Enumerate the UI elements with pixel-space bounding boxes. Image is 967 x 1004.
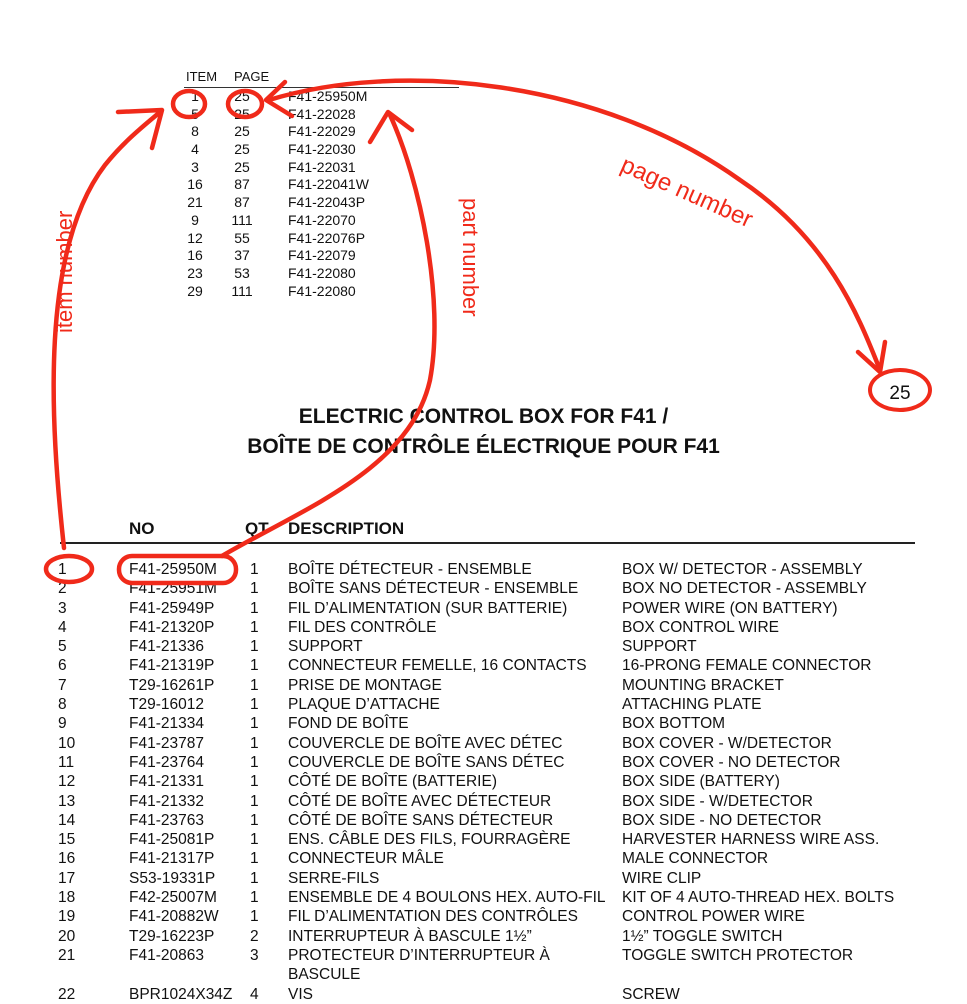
parts-description-en: MOUNTING BRACKET — [622, 676, 784, 694]
parts-header-qt: QT — [245, 519, 269, 538]
parts-description-fr: BOÎTE SANS DÉTECTEUR - ENSEMBLE — [288, 580, 579, 598]
parts-item-number: 11 — [58, 753, 75, 771]
annotation-page-number: page number — [616, 151, 757, 234]
index-row — [184, 212, 459, 230]
parts-quantity: 1 — [250, 889, 259, 907]
index-part-number: F41-22070 — [288, 211, 356, 228]
parts-item-number: 19 — [58, 908, 76, 926]
parts-table-header — [60, 518, 915, 544]
parts-item-number: 6 — [58, 657, 67, 675]
parts-description-fr: FIL DES CONTRÔLE — [288, 618, 437, 636]
index-page: 53 — [234, 264, 250, 281]
parts-description-en: BOX SIDE - W/DETECTOR — [622, 792, 813, 810]
parts-row — [0, 772, 967, 791]
parts-description-en: HARVESTER HARNESS WIRE ASS. — [622, 831, 880, 849]
index-page: 111 — [231, 211, 253, 228]
parts-part-number: F41-21320P — [129, 618, 215, 636]
parts-item-number: 21 — [58, 946, 76, 964]
index-part-number: F41-22041W — [288, 176, 369, 193]
index-table-rows — [184, 88, 459, 298]
parts-description-fr: PROTECTEUR D’INTERRUPTEUR À BASCULE — [288, 946, 550, 984]
parts-row — [0, 927, 967, 946]
parts-description-en: BOX CONTROL WIRE — [622, 618, 780, 636]
index-table-header — [184, 66, 459, 88]
parts-item-number: 4 — [58, 618, 67, 636]
parts-item-number: 18 — [58, 889, 76, 907]
index-row — [184, 159, 459, 177]
page-title — [0, 402, 967, 462]
parts-description-fr: ENSEMBLE DE 4 BOULONS HEX. AUTO-FIL — [288, 889, 606, 907]
parts-row — [0, 656, 967, 675]
parts-description-fr: COUVERCLE DE BOÎTE AVEC DÉTEC — [288, 734, 563, 752]
index-row — [184, 88, 459, 106]
parts-quantity: 1 — [250, 676, 259, 694]
parts-description-fr: PLAQUE D’ATTACHE — [288, 696, 440, 714]
index-page: 25 — [234, 158, 250, 175]
parts-quantity: 1 — [250, 696, 259, 714]
parts-quantity: 1 — [250, 599, 259, 617]
parts-description-en: 1½” TOGGLE SWITCH — [622, 927, 783, 945]
parts-quantity: 2 — [250, 927, 259, 945]
parts-row — [0, 869, 967, 888]
parts-row — [0, 599, 967, 618]
index-page: 25 — [234, 88, 250, 104]
parts-row — [0, 714, 967, 733]
parts-quantity: 3 — [250, 946, 259, 964]
index-part-number: F41-22030 — [288, 141, 356, 158]
parts-row — [0, 695, 967, 714]
parts-part-number: F41-20863 — [129, 946, 204, 964]
parts-item-number: 17 — [58, 869, 76, 887]
title-line-1: ELECTRIC CONTROL BOX FOR F41 / — [298, 405, 669, 428]
parts-part-number: BPR1024X34Z — [129, 985, 233, 1003]
parts-quantity: 1 — [250, 792, 259, 810]
parts-row — [0, 676, 967, 695]
parts-description-en: MALE CONNECTOR — [622, 850, 769, 868]
index-table — [184, 66, 459, 298]
parts-part-number: T29-16012 — [129, 696, 204, 714]
parts-item-number: 14 — [58, 811, 76, 829]
index-row — [184, 106, 459, 124]
parts-description-en: WIRE CLIP — [622, 869, 702, 887]
parts-row — [0, 985, 967, 1004]
parts-item-number: 16 — [58, 850, 76, 868]
parts-part-number: F41-20882W — [129, 908, 219, 926]
parts-description-fr: FIL D’ALIMENTATION (SUR BATTERIE) — [288, 599, 568, 617]
parts-description-fr: ENS. CÂBLE DES FILS, FOURRAGÈRE — [288, 831, 571, 849]
parts-description-fr: CONNECTEUR MÂLE — [288, 850, 444, 868]
parts-description-en: BOX COVER - NO DETECTOR — [622, 753, 841, 771]
parts-quantity: 4 — [250, 985, 259, 1003]
parts-item-number: 1 — [58, 561, 67, 578]
parts-description-en: BOX SIDE (BATTERY) — [622, 773, 780, 791]
index-item: 29 — [187, 282, 203, 298]
parts-item-number: 7 — [58, 676, 67, 694]
parts-item-number: 5 — [58, 638, 67, 656]
parts-part-number: F41-21331 — [129, 773, 204, 791]
index-part-number: F41-22080 — [288, 282, 356, 298]
parts-row — [0, 888, 967, 907]
parts-row — [0, 830, 967, 849]
parts-row — [0, 907, 967, 926]
index-item: 3 — [191, 158, 199, 175]
parts-item-number: 20 — [58, 927, 76, 945]
parts-quantity: 1 — [250, 561, 259, 578]
parts-description-en: BOX BOTTOM — [622, 715, 726, 733]
index-page: 87 — [234, 194, 250, 211]
parts-description-en: TOGGLE SWITCH PROTECTOR — [622, 946, 854, 964]
index-part-number: F41-22079 — [288, 247, 356, 264]
index-row — [184, 176, 459, 194]
parts-description-en: BOX NO DETECTOR - ASSEMBLY — [622, 580, 867, 598]
parts-part-number: F41-21336 — [129, 638, 204, 656]
parts-quantity: 1 — [250, 850, 259, 868]
parts-quantity: 1 — [250, 811, 259, 829]
parts-row — [0, 637, 967, 656]
parts-item-number: 15 — [58, 831, 76, 849]
index-item: 16 — [187, 247, 203, 264]
parts-quantity: 1 — [250, 715, 259, 733]
parts-row — [0, 792, 967, 811]
parts-part-number: F41-21317P — [129, 850, 215, 868]
parts-quantity: 1 — [250, 618, 259, 636]
index-item: 9 — [191, 211, 199, 228]
parts-description-fr: CONNECTEUR FEMELLE, 16 CONTACTS — [288, 657, 587, 675]
index-page: 111 — [231, 282, 253, 298]
parts-header-no: NO — [129, 519, 155, 538]
index-page: 25 — [234, 123, 250, 140]
parts-description-fr: SERRE-FILS — [288, 869, 380, 887]
parts-part-number: F41-25950M — [129, 561, 217, 578]
index-page: 55 — [234, 229, 250, 246]
index-row — [184, 141, 459, 159]
parts-quantity: 1 — [250, 638, 259, 656]
parts-description-en: BOX SIDE - NO DETECTOR — [622, 811, 822, 829]
parts-row — [0, 734, 967, 753]
parts-description-en: CONTROL POWER WIRE — [622, 908, 805, 926]
index-item: 12 — [187, 229, 203, 246]
parts-row — [0, 849, 967, 868]
parts-row — [0, 618, 967, 637]
parts-part-number: F41-21319P — [129, 657, 215, 675]
parts-header-description: DESCRIPTION — [288, 519, 405, 538]
parts-description-en: BOX COVER - W/DETECTOR — [622, 734, 832, 752]
parts-description-en: KIT OF 4 AUTO-THREAD HEX. BOLTS — [622, 889, 895, 907]
parts-description-fr: COUVERCLE DE BOÎTE SANS DÉTEC — [288, 753, 565, 771]
parts-quantity: 1 — [250, 657, 259, 675]
index-part-number: F41-22080 — [288, 264, 356, 281]
parts-quantity: 1 — [250, 908, 259, 926]
parts-quantity: 1 — [250, 869, 259, 887]
parts-quantity: 1 — [250, 753, 259, 771]
parts-part-number: F41-23763 — [129, 811, 204, 829]
parts-part-number: F42-25007M — [129, 889, 217, 907]
parts-row — [0, 560, 967, 579]
parts-description-en: SUPPORT — [622, 638, 697, 656]
parts-part-number: F41-25951M — [129, 580, 217, 598]
index-page: 25 — [234, 141, 250, 158]
index-part-number: F41-25950M — [288, 88, 368, 104]
parts-part-number: F41-25081P — [129, 831, 215, 849]
index-item: 5 — [191, 105, 199, 122]
parts-item-number: 12 — [58, 773, 76, 791]
index-item: 21 — [187, 194, 203, 211]
parts-item-number: 3 — [58, 599, 67, 617]
parts-quantity: 1 — [250, 773, 259, 791]
parts-part-number: T29-16223P — [129, 927, 215, 945]
index-part-number: F41-22031 — [288, 158, 356, 175]
parts-item-number: 8 — [58, 696, 67, 714]
parts-description-fr: CÔTÉ DE BOÎTE (BATTERIE) — [288, 773, 497, 791]
parts-row — [0, 753, 967, 772]
parts-part-number: F41-21332 — [129, 792, 204, 810]
parts-row — [0, 579, 967, 598]
parts-item-number: 22 — [58, 985, 76, 1003]
index-header-item: ITEM — [186, 69, 218, 84]
index-row — [184, 194, 459, 212]
index-part-number: F41-22076P — [288, 229, 366, 246]
item-number-arrowhead — [118, 110, 162, 148]
parts-quantity: 1 — [250, 831, 259, 849]
parts-part-number: F41-21334 — [129, 715, 204, 733]
parts-description-en: 16-PRONG FEMALE CONNECTOR — [622, 657, 872, 675]
index-page: 87 — [234, 176, 250, 193]
annotation-part-number: part number — [458, 198, 483, 317]
page-number-arrowhead-2 — [858, 342, 885, 372]
parts-description-fr: FIL D’ALIMENTATION DES CONTRÔLES — [288, 908, 578, 926]
parts-description-fr: FOND DE BOÎTE — [288, 715, 409, 733]
parts-row — [0, 811, 967, 830]
index-row — [184, 283, 459, 298]
parts-item-number: 13 — [58, 792, 76, 810]
parts-description-fr: SUPPORT — [288, 638, 363, 656]
parts-description-en: ATTACHING PLATE — [622, 696, 762, 714]
parts-part-number: S53-19331P — [129, 869, 216, 887]
parts-description-fr: INTERRUPTEUR À BASCULE 1½” — [288, 927, 532, 945]
index-row — [184, 123, 459, 141]
parts-item-number: 2 — [58, 580, 67, 598]
parts-description-fr: CÔTÉ DE BOÎTE SANS DÉTECTEUR — [288, 811, 554, 829]
annotation-item-number: item number — [52, 210, 77, 333]
index-row — [184, 230, 459, 248]
index-item: 8 — [191, 123, 199, 140]
parts-part-number: T29-16261P — [129, 676, 215, 694]
index-header-page: PAGE — [234, 69, 270, 84]
index-item: 1 — [191, 88, 199, 104]
parts-description-fr: CÔTÉ DE BOÎTE AVEC DÉTECTEUR — [288, 792, 552, 810]
parts-part-number: F41-23764 — [129, 753, 204, 771]
parts-quantity: 1 — [250, 734, 259, 752]
index-item: 16 — [187, 176, 203, 193]
parts-description-en: SCREW — [622, 985, 680, 1003]
index-part-number: F41-22043P — [288, 194, 366, 211]
page-number-circle: 25 — [868, 368, 932, 412]
index-page: 25 — [234, 105, 250, 122]
index-row — [184, 247, 459, 265]
index-page: 37 — [234, 247, 250, 264]
parts-description-en: POWER WIRE (ON BATTERY) — [622, 599, 838, 617]
index-part-number: F41-22029 — [288, 123, 356, 140]
index-row — [184, 265, 459, 283]
title-line-2: BOÎTE DE CONTRÔLE ÉLECTRIQUE POUR F41 — [247, 435, 720, 458]
parts-part-number: F41-23787 — [129, 734, 204, 752]
index-part-number: F41-22028 — [288, 105, 356, 122]
parts-item-number: 10 — [58, 734, 76, 752]
parts-row — [0, 946, 967, 985]
index-item: 23 — [187, 264, 203, 281]
parts-item-number: 9 — [58, 715, 67, 733]
parts-part-number: F41-25949P — [129, 599, 215, 617]
parts-description-en: BOX W/ DETECTOR - ASSEMBLY — [622, 561, 863, 578]
parts-table — [0, 560, 967, 1004]
index-item: 4 — [191, 141, 199, 158]
parts-description-fr: BOÎTE DÉTECTEUR - ENSEMBLE — [288, 561, 532, 578]
parts-description-fr: VIS — [288, 985, 313, 1003]
parts-description-fr: PRISE DE MONTAGE — [288, 676, 442, 694]
parts-quantity: 1 — [250, 580, 259, 598]
